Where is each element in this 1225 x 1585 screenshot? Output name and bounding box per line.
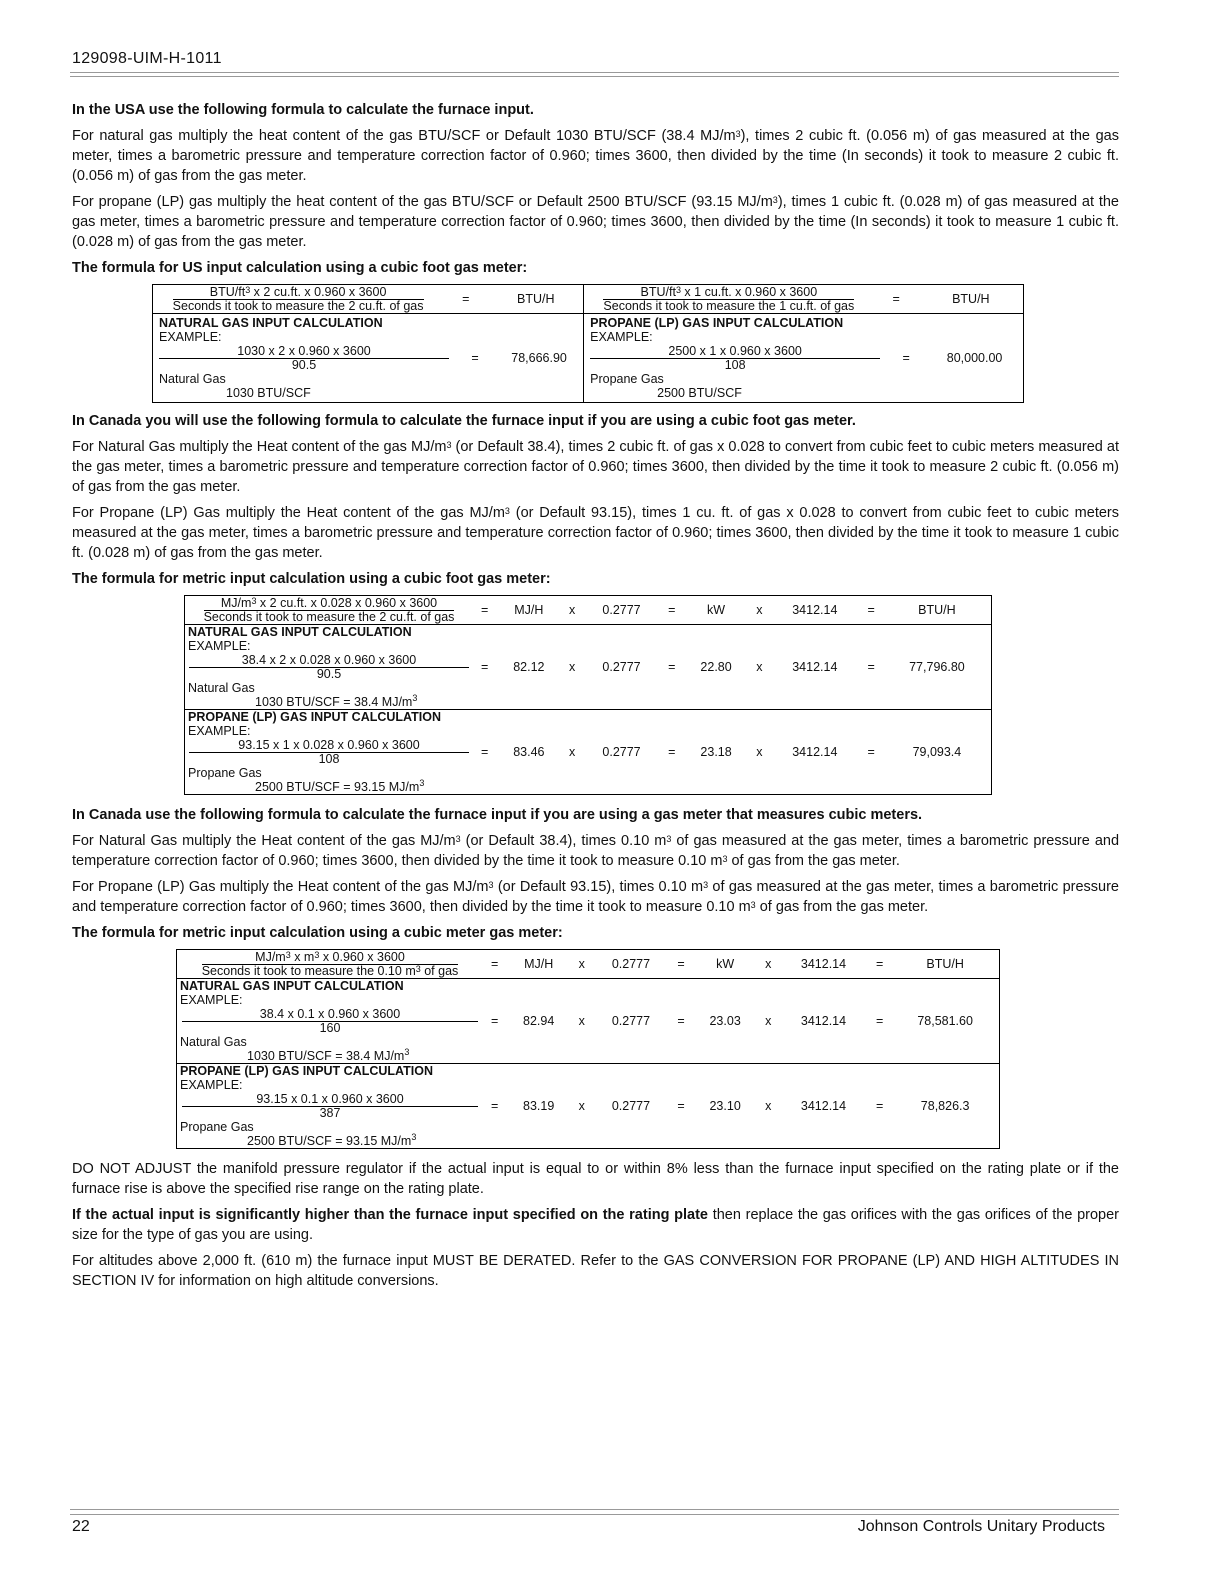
us-ng-example: $\frac{1030 x 2 x 0.960 x 3600}{90.5}$	[159, 344, 449, 372]
value-mjh: 83.46	[513, 745, 545, 759]
gas-type-label: Natural Gas	[188, 681, 255, 695]
canada-ft-formula-heading: The formula for metric input calculation using a cubic foot gas meter:	[72, 571, 551, 587]
factor: 3412.14	[800, 957, 847, 971]
us-ng-formula: $\frac{BTU/ft^3 x 2 cu.ft. x 0.960 x 3600}{\text{Seconds it took to measure the 2 cu.ft. of gas}}$	[172, 285, 424, 313]
times-sign: x	[756, 660, 763, 674]
equals-sign: =	[462, 292, 470, 306]
equals-sign: =	[677, 1014, 685, 1028]
value-btuh: 78,581.60	[917, 1014, 973, 1028]
times-sign: x	[578, 1099, 585, 1113]
factor: 3412.14	[792, 660, 838, 674]
altitude-derate-paragraph: For altitudes above 2,000 ft. (610 m) the furnace input MUST BE DERATED. Refer to the GAS CONVERSION FOR PROPANE (LP) AND HIGH ALTITUDES IN SECTION IV for information on high altitude conversions.	[72, 1253, 1119, 1289]
equals-sign: =	[867, 660, 875, 674]
times-sign: x	[569, 660, 576, 674]
times-sign: x	[569, 745, 576, 759]
header-rule	[70, 72, 1119, 77]
equals-sign: =	[480, 603, 489, 617]
canada-m-propane-paragraph: For Propane (LP) Gas multiply the Heat content of the gas $MJ/m^3$ (or Default 93.15), times 0.10 $m^3$ of gas measured at the gas meter, times a barometric pressure and temperature correction factor of 0.960; times 3600, then divided by the time it took to measure 0.10 $m^3$ of gas from the gas meter.	[72, 879, 1119, 915]
canada-m-lp-title: PROPANE (LP) GAS INPUT CALCULATION	[180, 1064, 434, 1078]
times-sign: x	[756, 603, 763, 617]
us-formula-table	[152, 284, 1024, 403]
times-sign: x	[578, 957, 585, 971]
canada-m-formula-table	[176, 949, 1000, 1149]
times-sign: x	[578, 1014, 585, 1028]
equals-sign: =	[902, 351, 910, 365]
gas-type-label: Propane Gas	[180, 1120, 254, 1134]
example-label: EXAMPLE:	[159, 330, 222, 344]
unit-label: BTU/H	[952, 292, 990, 306]
footer-rule	[70, 1509, 1119, 1515]
do-not-adjust-paragraph: DO NOT ADJUST the manifold pressure regulator if the actual input is equal to or within 8% less than the furnace input specified on the rating plate or if the furnace rise is above the specified rise range on the rating plate.	[72, 1161, 1119, 1197]
gas-default-value: 2500 BTU/SCF	[657, 386, 742, 400]
canada-m-ng-example: $\frac{38.4 x 0.1 x 0.960 x 3600}{160}$	[182, 1007, 478, 1035]
us-heading: In the USA use the following formula to calculate the furnace input.	[72, 102, 534, 118]
equals-sign: =	[490, 957, 499, 971]
equals-sign: =	[677, 1099, 685, 1113]
value-kw: 22.80	[700, 660, 732, 674]
canada-ft-ng-title: NATURAL GAS INPUT CALCULATION	[188, 625, 412, 639]
page-number: 22	[72, 1518, 90, 1535]
equals-sign: =	[892, 292, 900, 306]
us-lp-formula: $\frac{BTU/ft^3 x 1 cu.ft. x 0.960 x 3600}{\text{Seconds it took to measure the 1 cu.ft. of gas}}$	[603, 285, 855, 313]
unit-btuh: BTU/H	[918, 603, 956, 617]
canada-ft-lp-title: PROPANE (LP) GAS INPUT CALCULATION	[188, 710, 442, 724]
equals-sign: =	[490, 1099, 499, 1113]
canada-ft-lp-example: $\frac{93.15 x 1 x 0.028 x 0.960 x 3600}{108}$	[189, 738, 469, 766]
equals-sign: =	[668, 603, 676, 617]
value-kw: 23.18	[700, 745, 732, 759]
equals-sign: =	[876, 1014, 884, 1028]
canada-ft-natural-gas-paragraph: For Natural Gas multiply the Heat content of the gas $MJ/m^3$ (or Default 38.4), times 2 cubic ft. of gas x 0.028 to convert from cubic feet to cubic meters measured at the gas meter, times a barometric pressure and temperature correction factor of 0.960; times 3600, then divided by the time it took to measure 2 cubic ft. (0.056 m) of gas from the gas meter.	[72, 439, 1119, 495]
us-ng-title: NATURAL GAS INPUT CALCULATION	[159, 316, 383, 330]
factor: 0.2777	[602, 660, 641, 674]
us-lp-result: 80,000.00	[946, 351, 1003, 365]
times-sign: x	[765, 957, 772, 971]
canada-ft-formula: $\frac{MJ/m^3 x 2 cu.ft. x 0.028 x 0.960 x 3600}{\text{Seconds it took to measure the 2 cu.ft. of gas}}$	[203, 596, 455, 624]
factor: 0.2777	[611, 1014, 651, 1028]
equals-sign: =	[876, 957, 884, 971]
value-mjh: 82.12	[513, 660, 545, 674]
factor: 0.2777	[602, 603, 641, 617]
canada-m-formula: $\frac{MJ/m^3 x m^3 x 0.960 x 3600}{Seconds it took to measure the 0.10 m^3 of gas}$	[201, 950, 459, 978]
times-sign: x	[569, 603, 576, 617]
times-sign: x	[765, 1014, 772, 1028]
value-kw: 23.03	[709, 1014, 741, 1028]
equals-sign: =	[677, 957, 685, 971]
factor: 0.2777	[611, 957, 651, 971]
value-mjh: 82.94	[523, 1014, 555, 1028]
gas-default-value: 1030 BTU/SCF = 38.4 $MJ/m^3$	[255, 693, 418, 709]
times-sign: x	[756, 745, 763, 759]
unit-mjh: MJ/H	[524, 957, 554, 971]
canada-ft-formula-table	[184, 595, 992, 795]
example-label: EXAMPLE:	[180, 1078, 243, 1092]
unit-btuh: BTU/H	[926, 957, 964, 971]
gas-default-value: 2500 BTU/SCF = 93.15 $MJ/m^3$	[247, 1132, 417, 1148]
orifice-replacement-paragraph: If the actual input is significantly higher than the furnace input specified on the rating plate then replace the gas orifices with the gas orifices of the proper size for the type of gas you are using.	[72, 1207, 1120, 1243]
equals-sign: =	[876, 1099, 884, 1113]
canada-cubic-meter-heading: In Canada use the following formula to calculate the furnace input if you are using a gas meter that measures cubic meters.	[72, 807, 923, 823]
gas-default-value: 1030 BTU/SCF = 38.4 $MJ/m^3$	[247, 1047, 410, 1063]
unit-mjh: MJ/H	[514, 603, 544, 617]
canada-m-ng-title: NATURAL GAS INPUT CALCULATION	[180, 979, 404, 993]
factor: 3412.14	[800, 1014, 847, 1028]
factor: 3412.14	[800, 1099, 847, 1113]
equals-sign: =	[867, 603, 875, 617]
us-ng-result: 78,666.90	[511, 351, 567, 365]
equals-sign: =	[668, 745, 676, 759]
example-label: EXAMPLE:	[188, 639, 251, 653]
gas-default-value: 1030 BTU/SCF	[226, 386, 311, 400]
page-content	[72, 100, 1119, 1297]
us-formula-heading: The formula for US input calculation using a cubic foot gas meter:	[72, 260, 528, 276]
gas-type-label: Natural Gas	[180, 1035, 247, 1049]
value-btuh: 77,796.80	[909, 660, 965, 674]
company-name: Johnson Controls Unitary Products	[857, 1518, 1105, 1535]
equals-sign: =	[480, 660, 489, 674]
factor: 0.2777	[602, 745, 641, 759]
value-btuh: 78,826.3	[920, 1099, 970, 1113]
unit-label: BTU/H	[488, 285, 583, 314]
equals-sign: =	[867, 745, 875, 759]
us-propane-paragraph: For propane (LP) gas multiply the heat content of the gas BTU/SCF or Default 2500 BTU/SCF (93.15 $MJ/m^3$), times 1 cubic ft. (0.028 m) of gas measured at the gas meter, times a barometric pressure and temperature correction factor of 0.960; times 3600, then divided by the time (In seconds) it took to measure 1 cubic ft. (0.028 m) of gas from the gas meter.	[72, 194, 1119, 250]
gas-default-value: 2500 BTU/SCF = 93.15 $MJ/m^3$	[255, 778, 425, 794]
value-mjh: 83.19	[523, 1099, 555, 1113]
example-label: EXAMPLE:	[188, 724, 251, 738]
equals-sign: =	[480, 745, 489, 759]
canada-m-lp-example: $\frac{93.15 x 0.1 x 0.960 x 3600}{387}$	[182, 1092, 478, 1120]
canada-ft-propane-paragraph: For Propane (LP) Gas multiply the Heat content of the gas $MJ/m^3$ (or Default 93.15), times 1 cu. ft. of gas x 0.028 to convert from cubic feet to cubic meters measured at the gas meter, times a barometric pressure and temperature correction factor of 0.960; times 3600, then divided by the time it took to measure 1 cubic ft. (0.028 m) of gas from the gas meter.	[72, 505, 1119, 561]
factor: 3412.14	[792, 603, 838, 617]
equals-sign: =	[490, 1014, 499, 1028]
equals-sign: =	[471, 351, 479, 365]
us-natural-gas-paragraph: For natural gas multiply the heat content of the gas BTU/SCF or Default 1030 BTU/SCF (38.4 $MJ/m^3$), times 2 cubic ft. (0.056 m) of gas measured at the gas meter, times a barometric pressure and temperature correction factor of 0.960; times 3600, then divided by the time (In seconds) it took to measure 2 cubic ft. (0.056 m) of gas from the gas meter.	[72, 128, 1119, 184]
example-label: EXAMPLE:	[180, 993, 243, 1007]
document-id: 129098-UIM-H-1011	[72, 50, 222, 67]
gas-type-label: Propane Gas	[590, 372, 664, 386]
gas-type-label: Natural Gas	[159, 372, 226, 386]
factor: 0.2777	[611, 1099, 651, 1113]
canada-cubic-foot-heading: In Canada you will use the following formula to calculate the furnace input if you are using a cubic foot gas meter.	[72, 413, 856, 429]
unit-kw: kW	[707, 603, 726, 617]
equals-sign: =	[668, 660, 676, 674]
example-label: EXAMPLE:	[590, 330, 653, 344]
gas-type-label: Propane Gas	[188, 766, 262, 780]
value-btuh: 79,093.4	[912, 745, 962, 759]
canada-m-natural-gas-paragraph: For Natural Gas multiply the Heat content of the gas $MJ/m^3$ (or Default 38.4), times 0.10 $m^3$ of gas measured at the gas meter, times a barometric pressure and temperature correction factor of 0.960; times 3600, then divided by the time it took to measure 0.10 $m^3$ of gas from the gas meter.	[72, 833, 1120, 869]
us-lp-example: $\frac{2500 x 1 x 0.960 x 3600}{108}$	[590, 344, 880, 372]
times-sign: x	[765, 1099, 772, 1113]
factor: 3412.14	[792, 745, 838, 759]
us-lp-title: PROPANE (LP) GAS INPUT CALCULATION	[590, 316, 844, 330]
unit-kw: kW	[716, 957, 735, 971]
canada-m-formula-heading: The formula for metric input calculation using a cubic meter gas meter:	[72, 925, 563, 941]
value-kw: 23.10	[709, 1099, 741, 1113]
canada-ft-ng-example: $\frac{38.4 x 2 x 0.028 x 0.960 x 3600}{90.5}$	[189, 653, 469, 681]
